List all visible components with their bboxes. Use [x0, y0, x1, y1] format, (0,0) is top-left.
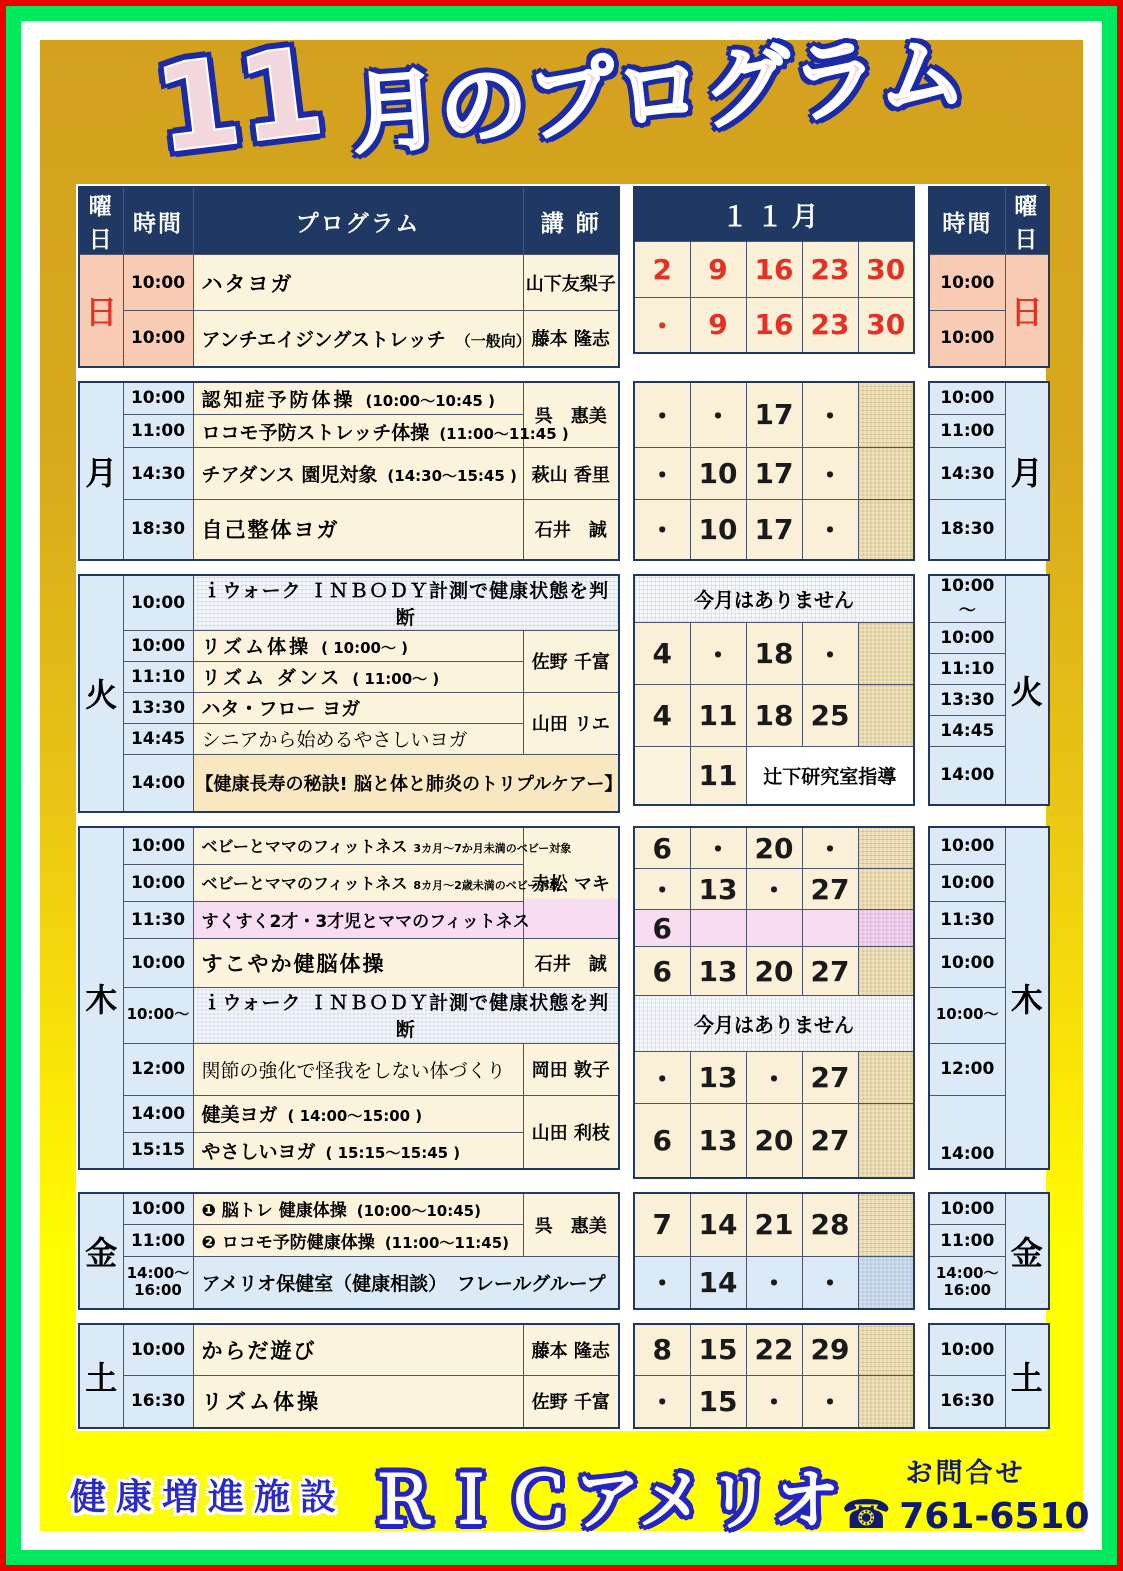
tuesday-left-table: [78, 574, 623, 814]
program-cell: 【健康長寿の秘訣! 脳と体と肺炎のトリプルケアー】: [193, 754, 619, 812]
time-cell: 14:00: [929, 747, 1005, 805]
saturday-left-table: [78, 1323, 620, 1429]
program-cell: からだ遊び: [193, 1324, 523, 1376]
date-cell: 27: [802, 869, 858, 910]
time-cell: 15:15: [123, 1132, 193, 1169]
day-label-sun: 日: [1005, 255, 1049, 367]
time-cell: 13:30: [123, 692, 193, 723]
friday-dates-table: [633, 1192, 915, 1310]
empty-date-cell: [858, 685, 914, 747]
header-instructor: 講 師: [523, 187, 619, 255]
day-label-tue: 火: [1005, 575, 1049, 805]
sunday-left-table: [78, 186, 620, 368]
empty-date-cell: [858, 947, 914, 996]
group-saturday: [78, 1323, 1044, 1429]
empty-date-cell: [858, 1376, 914, 1428]
instructor-cell: 山田 リエ: [523, 692, 619, 754]
time-cell: 10:00: [123, 311, 193, 367]
program-cell: すくすく2才・3才児とママのフィットネス: [193, 901, 523, 938]
saturday-right-table: [928, 1323, 1050, 1429]
no-session-cell: 今月はありません: [634, 575, 914, 623]
date-cell: 27: [802, 947, 858, 996]
friday-left-table: [78, 1192, 620, 1310]
empty-date-cell: [858, 1104, 914, 1178]
time-cell: 18:30: [123, 500, 193, 560]
date-cell: ・: [690, 382, 746, 448]
group-tuesday: [78, 574, 1044, 814]
date-cell: ・: [634, 500, 690, 560]
empty-date-cell: [858, 382, 914, 448]
date-cell: 21: [746, 1193, 802, 1257]
empty-date-cell: [634, 747, 690, 805]
date-cell: 13: [690, 869, 746, 910]
day-label-mon: 月: [1005, 382, 1049, 560]
tuesday-right-table: [928, 574, 1050, 806]
date-cell: ・: [634, 448, 690, 500]
date-cell: ・: [634, 297, 690, 353]
time-cell: 11:30: [929, 901, 1005, 938]
program-cell: リズム体操: [193, 1376, 523, 1428]
group-friday: [78, 1192, 1044, 1310]
date-cell: ・: [690, 827, 746, 869]
program-cell: ｉウォーク ＩＮＢＯＤＹ計測で健康状態を判断: [193, 987, 619, 1043]
group-monday: [78, 381, 1044, 561]
date-cell: 10: [690, 500, 746, 560]
date-cell: 6: [634, 1104, 690, 1178]
time-cell: 11:10: [929, 654, 1005, 685]
date-cell: ・: [746, 1052, 802, 1104]
empty-date-cell: [858, 623, 914, 685]
program-cell: シニアから始めるやさしいヨガ: [193, 723, 523, 754]
date-cell: 20: [746, 1104, 802, 1178]
date-cell: 16: [746, 297, 802, 353]
date-cell: ・: [746, 869, 802, 910]
time-cell: 10:00: [123, 255, 193, 311]
time-cell: 10:00: [123, 1193, 193, 1225]
time-cell: 10:00: [929, 864, 1005, 901]
time-cell: 10:00: [123, 630, 193, 661]
instructor-cell: 呉 惠美: [523, 382, 619, 448]
header-day: 曜日: [1005, 187, 1049, 255]
date-cell: ・: [634, 382, 690, 448]
date-cell: ・: [690, 623, 746, 685]
date-cell: 20: [746, 827, 802, 869]
date-cell: ・: [802, 1257, 858, 1309]
time-cell: 14:00: [123, 754, 193, 812]
tuesday-dates-table: [633, 574, 915, 806]
date-cell: 10: [690, 448, 746, 500]
time-cell: 11:30: [123, 901, 193, 938]
program-cell: 認知症予防体操 (10:00～10:45 ): [193, 382, 523, 415]
date-cell: 25: [802, 685, 858, 747]
title-month-number: 11: [148, 22, 332, 181]
time-cell: 10:00: [123, 382, 193, 415]
time-cell: 11:00: [123, 415, 193, 448]
monday-left-table: [78, 381, 620, 561]
white-frame: [21, 21, 1102, 1550]
date-cell: ・: [802, 1376, 858, 1428]
time-cell: 10:00: [929, 623, 1005, 654]
empty-date-cell: [858, 910, 914, 947]
date-cell: 9: [690, 297, 746, 353]
instructor-cell: 赤松 マキ: [523, 827, 619, 938]
date-cell: ・: [634, 1257, 690, 1309]
date-cell: 13: [690, 1052, 746, 1104]
date-cell: ・: [802, 827, 858, 869]
date-cell: 15: [690, 1324, 746, 1376]
instructor-cell: 藤本 隆志: [523, 311, 619, 367]
time-cell: 18:30: [929, 500, 1005, 560]
time-cell: 10:00: [929, 938, 1005, 987]
header-month: １１月: [634, 187, 914, 241]
program-cell: ❷ ロコモ予防健康体操 (11:00～11:45): [193, 1225, 523, 1257]
time-cell: 11:00: [929, 1225, 1005, 1257]
green-frame: [6, 6, 1117, 1565]
thursday-right-table: [928, 826, 1050, 1170]
time-cell: 10:00～: [123, 987, 193, 1043]
date-cell: 30: [858, 241, 914, 297]
date-cell: 17: [746, 448, 802, 500]
time-cell: 14:30: [123, 448, 193, 500]
date-cell: 13: [690, 1104, 746, 1178]
schedule-panel: [76, 184, 1046, 1431]
header-day: 曜日: [79, 187, 123, 255]
day-label-sat: 土: [79, 1324, 123, 1428]
empty-date-cell: [858, 1257, 914, 1309]
title-text: 月のプログラム: [348, 20, 970, 167]
time-cell: 10:00: [123, 827, 193, 864]
sunday-right-table: [928, 186, 1050, 368]
time-cell: 11:00: [929, 415, 1005, 448]
date-cell: ・: [802, 623, 858, 685]
empty-date-cell: [746, 910, 802, 947]
facility-name: ＲＩＣアメリオ: [370, 1461, 842, 1539]
date-cell: ・: [634, 1376, 690, 1428]
time-cell: 11:00: [123, 1225, 193, 1257]
day-label-fri: 金: [1005, 1193, 1049, 1309]
program-cell: ハタヨガ: [193, 255, 523, 311]
date-cell: 4: [634, 685, 690, 747]
day-label-thu: 木: [79, 827, 123, 1169]
empty-date-cell: [858, 448, 914, 500]
time-cell: 10:00～: [929, 987, 1005, 1043]
date-cell: 13: [690, 947, 746, 996]
poster-title: [40, 20, 1083, 184]
day-label-fri: 金: [79, 1193, 123, 1309]
program-cell: リズム体操 ( 10:00～ ): [193, 630, 523, 661]
instructor-cell: 佐野 千富: [523, 630, 619, 692]
friday-right-table: [928, 1192, 1050, 1310]
program-cell: ハタ・フロー ヨガ: [193, 692, 523, 723]
time-cell: 10:00: [929, 255, 1005, 311]
instructor-cell: 石井 誠: [523, 938, 619, 987]
time-cell: 10:00: [123, 938, 193, 987]
date-cell: 23: [802, 241, 858, 297]
date-note-cell: 辻下研究室指導: [746, 747, 914, 805]
thursday-left-table: [78, 826, 620, 1170]
date-cell: 27: [802, 1052, 858, 1104]
time-cell: 14:00: [123, 1095, 193, 1132]
date-cell: ・: [634, 869, 690, 910]
day-label-sun: 日: [79, 255, 123, 367]
program-cell: ロコモ予防ストレッチ体操 (11:00～11:45 ): [193, 415, 523, 448]
time-cell: 14:00: [929, 1095, 1005, 1169]
program-cell: リズム ダンス ( 11:00～ ): [193, 661, 523, 692]
time-cell: 14:00～ 16:00: [123, 1257, 193, 1309]
date-cell: 11: [690, 685, 746, 747]
date-cell: 18: [746, 623, 802, 685]
program-cell: チアダンス 園児対象 (14:30～15:45 ): [193, 448, 523, 500]
date-cell: 20: [746, 947, 802, 996]
date-cell: 23: [802, 297, 858, 353]
date-cell: 15: [690, 1376, 746, 1428]
contact-label: お問合せ: [905, 1457, 1026, 1489]
empty-date-cell: [858, 1052, 914, 1104]
instructor-cell: 佐野 千富: [523, 1376, 619, 1428]
date-cell: 29: [802, 1324, 858, 1376]
facility-type-label: 健康増進施設: [70, 1476, 347, 1518]
time-cell: 14:45: [123, 723, 193, 754]
program-cell: ｉウォーク ＩＮＢＯＤＹ計測で健康状態を判断: [193, 575, 619, 631]
instructor-cell: 山下友梨子: [523, 255, 619, 311]
time-cell: 10:00: [123, 864, 193, 901]
time-cell: 14:45: [929, 716, 1005, 747]
instructor-cell: 藤本 隆志: [523, 1324, 619, 1376]
program-cell: 健美ヨガ ( 14:00～15:00 ): [193, 1095, 523, 1132]
instructor-cell: 萩山 香里: [523, 448, 619, 500]
program-cell: すこやか健脳体操: [193, 938, 523, 987]
time-cell: 16:30: [929, 1376, 1005, 1428]
date-cell: 16: [746, 241, 802, 297]
time-cell: 10:00: [929, 382, 1005, 415]
sunday-dates-table: [633, 186, 915, 354]
time-cell: 10:00: [123, 1324, 193, 1376]
contact-block: [841, 1451, 1089, 1538]
empty-date-cell: [858, 1324, 914, 1376]
time-cell: 13:30: [929, 685, 1005, 716]
saturday-dates-table: [633, 1323, 915, 1429]
day-label-sat: 土: [1005, 1324, 1049, 1428]
time-cell: 10:00～: [929, 575, 1005, 623]
program-cell: アンチエイジングストレッチ （一般向）: [193, 311, 523, 367]
date-cell: 18: [746, 685, 802, 747]
date-cell: ・: [746, 1257, 802, 1309]
date-cell: ・: [802, 448, 858, 500]
group-sunday: [78, 186, 1044, 368]
time-cell: 14:30: [929, 448, 1005, 500]
day-label-mon: 月: [79, 382, 123, 560]
header-time: 時間: [123, 187, 193, 255]
date-cell: ・: [746, 1376, 802, 1428]
day-label-thu: 木: [1005, 827, 1049, 1169]
header-time: 時間: [929, 187, 1005, 255]
date-cell: 6: [634, 947, 690, 996]
time-cell: 16:30: [123, 1376, 193, 1428]
program-cell: ベビーとママのフィットネス 3カ月～7か月未満のベビー対象: [193, 827, 523, 864]
empty-date-cell: [858, 500, 914, 560]
telephone-icon: ☎: [841, 1491, 892, 1538]
monday-dates-table: [633, 381, 915, 561]
instructor-cell: 山田 利枝: [523, 1095, 619, 1169]
date-cell: 28: [802, 1193, 858, 1257]
instructor-cell: 呉 惠美: [523, 1193, 619, 1257]
date-cell: 14: [690, 1257, 746, 1309]
time-cell: 10:00: [929, 1324, 1005, 1376]
date-cell: ・: [634, 1052, 690, 1104]
date-cell: 22: [746, 1324, 802, 1376]
empty-date-cell: [690, 910, 746, 947]
time-cell: 14:00～ 16:00: [929, 1257, 1005, 1309]
time-cell: 12:00: [929, 1043, 1005, 1095]
empty-date-cell: [802, 910, 858, 947]
date-cell: 7: [634, 1193, 690, 1257]
program-cell: ❶ 脳トレ 健康体操 (10:00～10:45): [193, 1193, 523, 1225]
header-program: プログラム: [193, 187, 523, 255]
date-cell: 9: [690, 241, 746, 297]
date-cell: 17: [746, 382, 802, 448]
time-cell: 11:10: [123, 661, 193, 692]
date-cell: 14: [690, 1193, 746, 1257]
program-cell: 関節の強化で怪我をしない体づくり: [193, 1043, 523, 1095]
poster-background: [40, 20, 1090, 1539]
date-cell: 6: [634, 827, 690, 869]
empty-date-cell: [858, 869, 914, 910]
day-label-tue: 火: [79, 575, 123, 813]
footer: [70, 1447, 1090, 1542]
phone-number: ☎ 761-6510: [841, 1491, 1090, 1538]
time-cell: 10:00: [123, 575, 193, 631]
date-cell: 6: [634, 910, 690, 947]
instructor-cell: 石井 誠: [523, 500, 619, 560]
no-session-cell: 今月はありません: [634, 996, 914, 1052]
time-cell: 10:00: [929, 1193, 1005, 1225]
time-cell: 10:00: [929, 311, 1005, 367]
date-cell: 30: [858, 297, 914, 353]
time-cell: 10:00: [929, 827, 1005, 864]
program-cell: ベビーとママのフィットネス 8カ月～2歳未満のベビー対象: [193, 864, 523, 901]
empty-date-cell: [858, 1193, 914, 1257]
date-cell: ・: [802, 500, 858, 560]
thursday-dates-table: [633, 826, 915, 1179]
date-cell: ・: [802, 382, 858, 448]
date-cell: 2: [634, 241, 690, 297]
monday-right-table: [928, 381, 1050, 561]
program-cell: アメリオ保健室（健康相談） フレールグループ: [193, 1257, 619, 1309]
instructor-cell: 岡田 敦子: [523, 1043, 619, 1095]
empty-date-cell: [858, 827, 914, 869]
program-cell: 自己整体ヨガ: [193, 500, 523, 560]
date-cell: 4: [634, 623, 690, 685]
time-cell: 12:00: [123, 1043, 193, 1095]
date-cell: 27: [802, 1104, 858, 1178]
date-cell: 8: [634, 1324, 690, 1376]
program-cell: やさしいヨガ ( 15:15～15:45 ): [193, 1132, 523, 1169]
date-cell: 11: [690, 747, 746, 805]
group-thursday: [78, 826, 1044, 1179]
date-cell: 17: [746, 500, 802, 560]
